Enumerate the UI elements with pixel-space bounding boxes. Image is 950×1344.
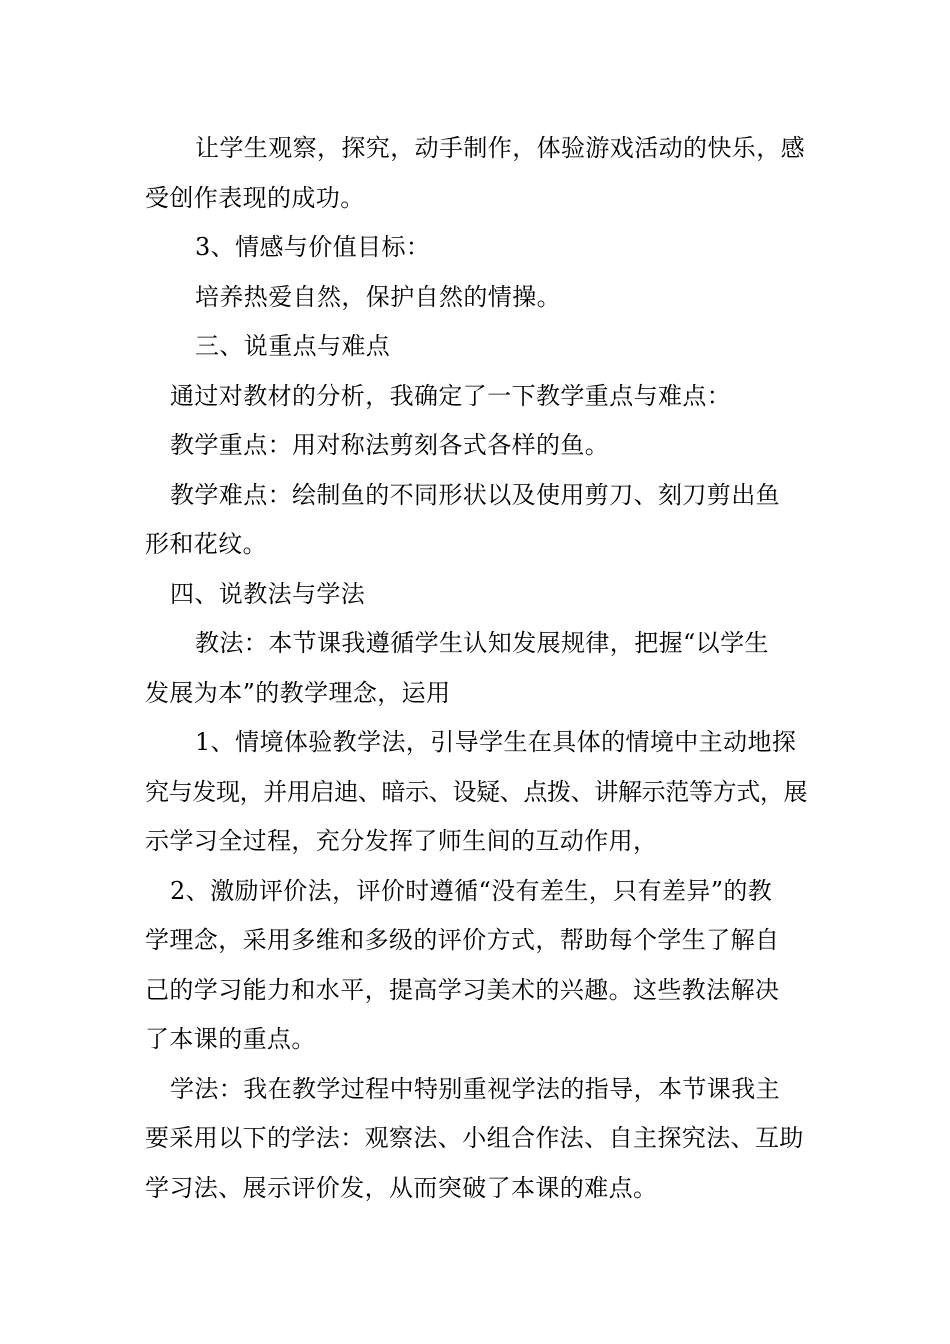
paragraph-line: 要采用以下的学法：观察法、小组合作法、自主探究法、互助 (145, 1124, 804, 1152)
paragraph-line: 通过对教材的分析，我确定了一下教学重点与难点： (170, 381, 732, 410)
paragraph-line: 2、激励评价法，评价时遵循“没有差生，只有差异”的教 (170, 876, 773, 905)
paragraph-line: 究与发现，并用启迪、暗示、设疑、点拨、讲解示范等方式，展 (145, 777, 808, 806)
paragraph-line: 学法：我在教学过程中特别重视学法的指导，本节课我主 (170, 1074, 780, 1103)
section-subheading: 3、情感与价值目标： (195, 233, 431, 261)
paragraph-line: 发展为本”的教学理念，运用 (145, 678, 451, 707)
section-heading: 四、说教法与学法 (170, 579, 366, 608)
section-heading: 三、说重点与难点 (195, 332, 391, 360)
paragraph-line: 教学难点：绘制鱼的不同形状以及使用剪刀、刻刀剪出鱼 (170, 480, 780, 509)
paragraph-line: 了本课的重点。 (145, 1025, 316, 1053)
paragraph-line: 1、情境体验教学法，引导学生在具体的情境中主动地探 (195, 728, 797, 756)
body-text (145, 124, 810, 1213)
paragraph-line: 己的学习能力和水平，提高学习美术的兴趣。这些教法解决 (145, 975, 780, 1004)
paragraph-line: 让学生观察，探究，动手制作，体验游戏活动的快乐，感 (195, 134, 805, 162)
paragraph-line: 教学重点：用对称法剪刻各式各样的鱼。 (170, 431, 610, 459)
paragraph-line: 培养热爱自然，保护自然的情操。 (195, 282, 561, 311)
paragraph-line: 教法：本节课我遵循学生认知发展规律，把握“以学生 (195, 629, 769, 657)
paragraph-line: 形和花纹。 (145, 530, 267, 558)
paragraph-line: 学理念，采用多维和多级的评价方式，帮助每个学生了解自 (145, 926, 780, 954)
paragraph-line: 学习法、展示评价发，从而突破了本课的难点。 (145, 1173, 658, 1202)
paragraph-line: 受创作表现的成功。 (145, 183, 365, 212)
paragraph-line: 示学习全过程，充分发挥了师生间的互动作用， (145, 827, 658, 855)
